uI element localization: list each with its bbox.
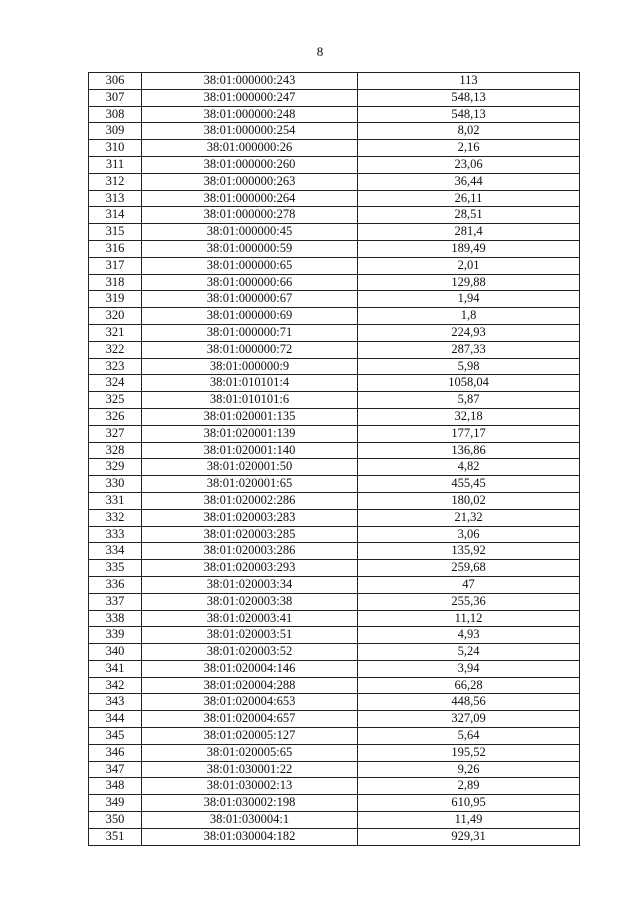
cadastral-number-cell: 38:01:020004:146 bbox=[142, 660, 358, 677]
value-cell: 195,52 bbox=[358, 744, 580, 761]
cadastral-number-cell: 38:01:000000:243 bbox=[142, 73, 358, 90]
value-cell: 129,88 bbox=[358, 274, 580, 291]
row-number-cell: 336 bbox=[89, 576, 142, 593]
cadastral-number-cell: 38:01:020003:285 bbox=[142, 526, 358, 543]
table-row bbox=[89, 408, 580, 425]
row-number-cell: 311 bbox=[89, 156, 142, 173]
table-row bbox=[89, 392, 580, 409]
cadastral-number-cell: 38:01:000000:263 bbox=[142, 173, 358, 190]
value-cell: 28,51 bbox=[358, 207, 580, 224]
value-cell: 5,64 bbox=[358, 728, 580, 745]
table-row bbox=[89, 73, 580, 90]
row-number-cell: 324 bbox=[89, 375, 142, 392]
table-row bbox=[89, 778, 580, 795]
cadastral-number-cell: 38:01:030002:198 bbox=[142, 795, 358, 812]
row-number-cell: 321 bbox=[89, 324, 142, 341]
table-row bbox=[89, 459, 580, 476]
table-row bbox=[89, 240, 580, 257]
row-number-cell: 320 bbox=[89, 308, 142, 325]
table-row bbox=[89, 375, 580, 392]
cadastral-number-cell: 38:01:020001:65 bbox=[142, 476, 358, 493]
cadastral-number-cell: 38:01:000000:67 bbox=[142, 291, 358, 308]
table-row bbox=[89, 358, 580, 375]
value-cell: 113 bbox=[358, 73, 580, 90]
cadastral-number-cell: 38:01:030004:182 bbox=[142, 828, 358, 845]
value-cell: 455,45 bbox=[358, 476, 580, 493]
table-row bbox=[89, 576, 580, 593]
value-cell: 136,86 bbox=[358, 442, 580, 459]
value-cell: 5,87 bbox=[358, 392, 580, 409]
cadastral-number-cell: 38:01:020003:293 bbox=[142, 560, 358, 577]
table-row bbox=[89, 660, 580, 677]
value-cell: 3,94 bbox=[358, 660, 580, 677]
row-number-cell: 310 bbox=[89, 140, 142, 157]
table-row bbox=[89, 526, 580, 543]
value-cell: 5,24 bbox=[358, 644, 580, 661]
cadastral-number-cell: 38:01:020001:135 bbox=[142, 408, 358, 425]
value-cell: 2,89 bbox=[358, 778, 580, 795]
value-cell: 2,16 bbox=[358, 140, 580, 157]
cadastral-number-cell: 38:01:000000:45 bbox=[142, 224, 358, 241]
row-number-cell: 323 bbox=[89, 358, 142, 375]
table-row bbox=[89, 828, 580, 845]
table-row bbox=[89, 173, 580, 190]
cadastral-number-cell: 38:01:010101:4 bbox=[142, 375, 358, 392]
value-cell: 448,56 bbox=[358, 694, 580, 711]
value-cell: 11,49 bbox=[358, 812, 580, 829]
value-cell: 281,4 bbox=[358, 224, 580, 241]
table-row bbox=[89, 694, 580, 711]
value-cell: 4,93 bbox=[358, 627, 580, 644]
cadastral-number-cell: 38:01:020003:283 bbox=[142, 509, 358, 526]
row-number-cell: 326 bbox=[89, 408, 142, 425]
row-number-cell: 309 bbox=[89, 123, 142, 140]
value-cell: 177,17 bbox=[358, 425, 580, 442]
value-cell: 36,44 bbox=[358, 173, 580, 190]
table-row bbox=[89, 711, 580, 728]
row-number-cell: 341 bbox=[89, 660, 142, 677]
row-number-cell: 314 bbox=[89, 207, 142, 224]
cadastral-number-cell: 38:01:020001:50 bbox=[142, 459, 358, 476]
cadastral-number-cell: 38:01:000000:264 bbox=[142, 190, 358, 207]
table-row bbox=[89, 207, 580, 224]
cadastral-number-cell: 38:01:000000:66 bbox=[142, 274, 358, 291]
table-row bbox=[89, 274, 580, 291]
row-number-cell: 327 bbox=[89, 425, 142, 442]
cadastral-number-cell: 38:01:030004:1 bbox=[142, 812, 358, 829]
value-cell: 548,13 bbox=[358, 106, 580, 123]
cadastral-number-cell: 38:01:020002:286 bbox=[142, 492, 358, 509]
row-number-cell: 330 bbox=[89, 476, 142, 493]
cadastral-number-cell: 38:01:010101:6 bbox=[142, 392, 358, 409]
table-row bbox=[89, 140, 580, 157]
row-number-cell: 306 bbox=[89, 73, 142, 90]
table-row bbox=[89, 308, 580, 325]
table-row bbox=[89, 89, 580, 106]
table-row bbox=[89, 341, 580, 358]
row-number-cell: 339 bbox=[89, 627, 142, 644]
cadastral-number-cell: 38:01:000000:254 bbox=[142, 123, 358, 140]
cadastral-number-cell: 38:01:000000:26 bbox=[142, 140, 358, 157]
value-cell: 1,94 bbox=[358, 291, 580, 308]
row-number-cell: 347 bbox=[89, 761, 142, 778]
row-number-cell: 333 bbox=[89, 526, 142, 543]
cadastral-number-cell: 38:01:020004:657 bbox=[142, 711, 358, 728]
value-cell: 5,98 bbox=[358, 358, 580, 375]
table-row bbox=[89, 509, 580, 526]
row-number-cell: 318 bbox=[89, 274, 142, 291]
cadastral-number-cell: 38:01:020001:139 bbox=[142, 425, 358, 442]
table-row bbox=[89, 257, 580, 274]
row-number-cell: 308 bbox=[89, 106, 142, 123]
cadastral-number-cell: 38:01:000000:71 bbox=[142, 324, 358, 341]
value-cell: 135,92 bbox=[358, 543, 580, 560]
cadastral-number-cell: 38:01:000000:278 bbox=[142, 207, 358, 224]
row-number-cell: 322 bbox=[89, 341, 142, 358]
row-number-cell: 313 bbox=[89, 190, 142, 207]
value-cell: 32,18 bbox=[358, 408, 580, 425]
table-row bbox=[89, 106, 580, 123]
table-row bbox=[89, 492, 580, 509]
value-cell: 287,33 bbox=[358, 341, 580, 358]
value-cell: 4,82 bbox=[358, 459, 580, 476]
parcel-table-body bbox=[89, 73, 580, 846]
cadastral-number-cell: 38:01:030001:22 bbox=[142, 761, 358, 778]
row-number-cell: 337 bbox=[89, 593, 142, 610]
cadastral-number-cell: 38:01:020003:34 bbox=[142, 576, 358, 593]
row-number-cell: 344 bbox=[89, 711, 142, 728]
value-cell: 1058,04 bbox=[358, 375, 580, 392]
cadastral-number-cell: 38:01:020003:51 bbox=[142, 627, 358, 644]
value-cell: 180,02 bbox=[358, 492, 580, 509]
value-cell: 26,11 bbox=[358, 190, 580, 207]
table-row bbox=[89, 728, 580, 745]
row-number-cell: 349 bbox=[89, 795, 142, 812]
cadastral-number-cell: 38:01:020001:140 bbox=[142, 442, 358, 459]
cadastral-number-cell: 38:01:000000:247 bbox=[142, 89, 358, 106]
value-cell: 259,68 bbox=[358, 560, 580, 577]
row-number-cell: 315 bbox=[89, 224, 142, 241]
row-number-cell: 317 bbox=[89, 257, 142, 274]
cadastral-number-cell: 38:01:000000:69 bbox=[142, 308, 358, 325]
cadastral-number-cell: 38:01:020005:127 bbox=[142, 728, 358, 745]
table-row bbox=[89, 812, 580, 829]
cadastral-number-cell: 38:01:020003:52 bbox=[142, 644, 358, 661]
row-number-cell: 350 bbox=[89, 812, 142, 829]
table-row bbox=[89, 593, 580, 610]
table-row bbox=[89, 123, 580, 140]
value-cell: 1,8 bbox=[358, 308, 580, 325]
cadastral-number-cell: 38:01:000000:248 bbox=[142, 106, 358, 123]
value-cell: 47 bbox=[358, 576, 580, 593]
table-row bbox=[89, 442, 580, 459]
value-cell: 21,32 bbox=[358, 509, 580, 526]
row-number-cell: 331 bbox=[89, 492, 142, 509]
page-number: 8 bbox=[316, 44, 324, 59]
row-number-cell: 312 bbox=[89, 173, 142, 190]
row-number-cell: 351 bbox=[89, 828, 142, 845]
row-number-cell: 348 bbox=[89, 778, 142, 795]
value-cell: 23,06 bbox=[358, 156, 580, 173]
row-number-cell: 319 bbox=[89, 291, 142, 308]
cadastral-number-cell: 38:01:020003:38 bbox=[142, 593, 358, 610]
table-row bbox=[89, 190, 580, 207]
row-number-cell: 346 bbox=[89, 744, 142, 761]
table-row bbox=[89, 677, 580, 694]
row-number-cell: 340 bbox=[89, 644, 142, 661]
value-cell: 610,95 bbox=[358, 795, 580, 812]
table-row bbox=[89, 744, 580, 761]
value-cell: 11,12 bbox=[358, 610, 580, 627]
row-number-cell: 316 bbox=[89, 240, 142, 257]
row-number-cell: 332 bbox=[89, 509, 142, 526]
cadastral-number-cell: 38:01:030002:13 bbox=[142, 778, 358, 795]
cadastral-number-cell: 38:01:020004:653 bbox=[142, 694, 358, 711]
cadastral-number-cell: 38:01:000000:59 bbox=[142, 240, 358, 257]
row-number-cell: 343 bbox=[89, 694, 142, 711]
table-row bbox=[89, 543, 580, 560]
cadastral-number-cell: 38:01:000000:260 bbox=[142, 156, 358, 173]
table-row bbox=[89, 644, 580, 661]
value-cell: 66,28 bbox=[358, 677, 580, 694]
value-cell: 8,02 bbox=[358, 123, 580, 140]
cadastral-number-cell: 38:01:000000:65 bbox=[142, 257, 358, 274]
row-number-cell: 329 bbox=[89, 459, 142, 476]
value-cell: 548,13 bbox=[358, 89, 580, 106]
row-number-cell: 328 bbox=[89, 442, 142, 459]
value-cell: 255,36 bbox=[358, 593, 580, 610]
cadastral-number-cell: 38:01:020005:65 bbox=[142, 744, 358, 761]
table-row bbox=[89, 425, 580, 442]
row-number-cell: 342 bbox=[89, 677, 142, 694]
row-number-cell: 338 bbox=[89, 610, 142, 627]
table-row bbox=[89, 156, 580, 173]
value-cell: 327,09 bbox=[358, 711, 580, 728]
value-cell: 3,06 bbox=[358, 526, 580, 543]
cadastral-number-cell: 38:01:020004:288 bbox=[142, 677, 358, 694]
table-row bbox=[89, 291, 580, 308]
row-number-cell: 345 bbox=[89, 728, 142, 745]
table-row bbox=[89, 324, 580, 341]
table-row bbox=[89, 795, 580, 812]
parcel-table bbox=[88, 72, 580, 846]
table-row bbox=[89, 224, 580, 241]
cadastral-number-cell: 38:01:020003:41 bbox=[142, 610, 358, 627]
cadastral-number-cell: 38:01:000000:9 bbox=[142, 358, 358, 375]
row-number-cell: 334 bbox=[89, 543, 142, 560]
table-row bbox=[89, 476, 580, 493]
value-cell: 9,26 bbox=[358, 761, 580, 778]
value-cell: 189,49 bbox=[358, 240, 580, 257]
cadastral-number-cell: 38:01:020003:286 bbox=[142, 543, 358, 560]
value-cell: 2,01 bbox=[358, 257, 580, 274]
table-row bbox=[89, 627, 580, 644]
value-cell: 224,93 bbox=[358, 324, 580, 341]
row-number-cell: 335 bbox=[89, 560, 142, 577]
table-row bbox=[89, 610, 580, 627]
cadastral-number-cell: 38:01:000000:72 bbox=[142, 341, 358, 358]
row-number-cell: 307 bbox=[89, 89, 142, 106]
row-number-cell: 325 bbox=[89, 392, 142, 409]
value-cell: 929,31 bbox=[358, 828, 580, 845]
table-row bbox=[89, 761, 580, 778]
table-row bbox=[89, 560, 580, 577]
